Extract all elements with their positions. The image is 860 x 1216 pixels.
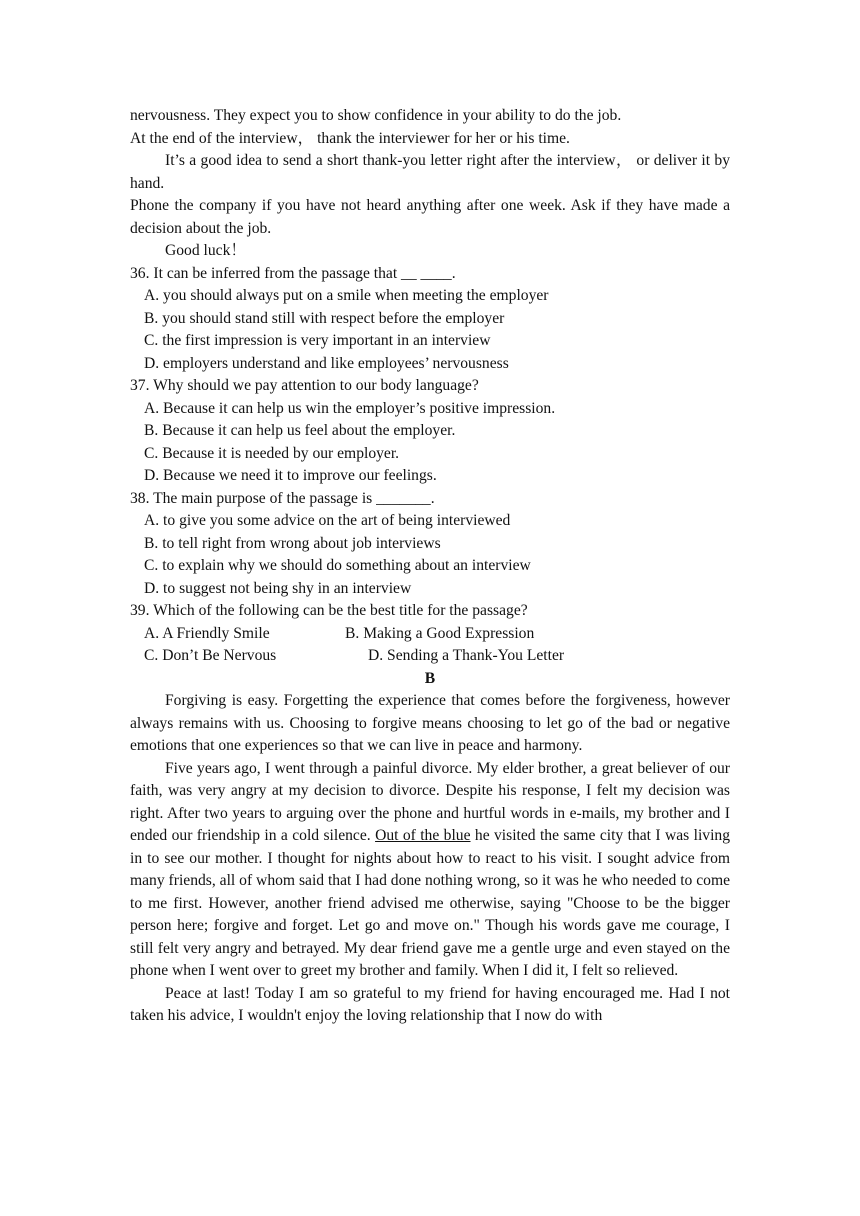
- question-39: [130, 600, 730, 668]
- option-d: D. employers understand and like employees’ nervousness: [144, 354, 509, 372]
- question-stem: 37. Why should we pay attention to our body language?: [130, 377, 479, 394]
- option-a: A. you should always put on a smile when meeting the employer: [144, 287, 549, 304]
- option-c: C. to explain why we should do something about an interview: [144, 557, 531, 574]
- intro-good-luck: Good luck！: [165, 242, 246, 259]
- option-b: B. to tell right from wrong about job interviews: [144, 534, 441, 552]
- question-37: [130, 375, 730, 488]
- options-row-ab: [130, 623, 730, 646]
- underlined-phrase: Out of the blue: [375, 827, 471, 844]
- option-b: B. you should stand still with respect before the employer: [144, 309, 505, 327]
- passage-b-paragraph-2: [130, 758, 730, 983]
- option-a: A. Because it can help us win the employer’s positive impression.: [144, 399, 556, 417]
- document-page: [130, 105, 730, 1028]
- question-stem: 38. The main purpose of the passage is _______.: [130, 489, 435, 507]
- passage-b-paragraph-3: Peace at last! Today I am so grateful to my friend for having encouraged me. Had I not taken his advice, I wouldn't enjoy the loving relationship that I now do with: [130, 984, 730, 1024]
- question-stem: 39. Which of the following can be the best title for the passage?: [130, 602, 528, 619]
- intro-thank-you-paragraph: It’s a good idea to send a short thank-you letter right after the interview， or deliver it by hand.: [130, 152, 730, 192]
- option-b: B. Because it can help us feel about the employer.: [144, 422, 456, 439]
- option-a: A. A Friendly Smile: [144, 624, 270, 642]
- passage-b-paragraph-1: Forgiving is easy. Forgetting the experience that comes before the forgiveness, however always remains with us. Choosing to forgive means choosing to let go of the bad or negative emotions that one experiences so that we can live in peace and harmony.: [130, 692, 730, 754]
- paragraph-text: he visited the same city that I was living in to see our mother. I thought for nights about how to react to his visit. I sought advice from many friends, all of whom said that I had done nothing wrong, so it was he who needed to come to me first. However, another friend advised me otherwise, saying "Choose to be the bigger person here; forgive and forget. Let go and move on." Though his words gave me courage, I still felt very angry and betrayed. My dear friend gave me a gentle urge and even stayed on the phone when I went over to greet my brother and family. When I did it, I felt so relieved.: [130, 827, 730, 979]
- question-38: [130, 488, 730, 601]
- option-a: A. to give you some advice on the art of being interviewed: [144, 512, 511, 529]
- intro-line-1: nervousness. They expect you to show confidence in your ability to do the job.: [130, 107, 622, 124]
- question-stem: 36. It can be inferred from the passage that __ ____.: [130, 264, 456, 282]
- option-c: C. Don’t Be Nervous: [144, 647, 277, 664]
- paragraph-text: Five years ago, I went through a painful divorce. My elder brother, a great believer of our faith, was very angry at my decision to divorce. Despite his response, I felt my decision was right. After two years to arguing over the phone and hurtful words in e-mails, my brother and I ended our friendship in a cold silence.: [130, 759, 730, 844]
- options-row-cd: [130, 645, 730, 668]
- option-c: C. the first impression is very important in an interview: [144, 332, 491, 349]
- option-d: D. to suggest not being shy in an interview: [144, 579, 412, 597]
- section-heading: B: [424, 669, 436, 687]
- intro-line-2: At the end of the interview， thank the interviewer for her or his time.: [130, 129, 570, 147]
- intro-phone-paragraph: Phone the company if you have not heard anything after one week. Ask if they have made a decision about the job.: [130, 197, 730, 237]
- option-d: D. Because we need it to improve our feelings.: [144, 467, 437, 484]
- option-b: B. Making a Good Expression: [345, 624, 535, 642]
- question-36: [130, 263, 730, 376]
- option-d: D. Sending a Thank-You Letter: [368, 647, 565, 664]
- option-c: C. Because it is needed by our employer.: [144, 444, 400, 462]
